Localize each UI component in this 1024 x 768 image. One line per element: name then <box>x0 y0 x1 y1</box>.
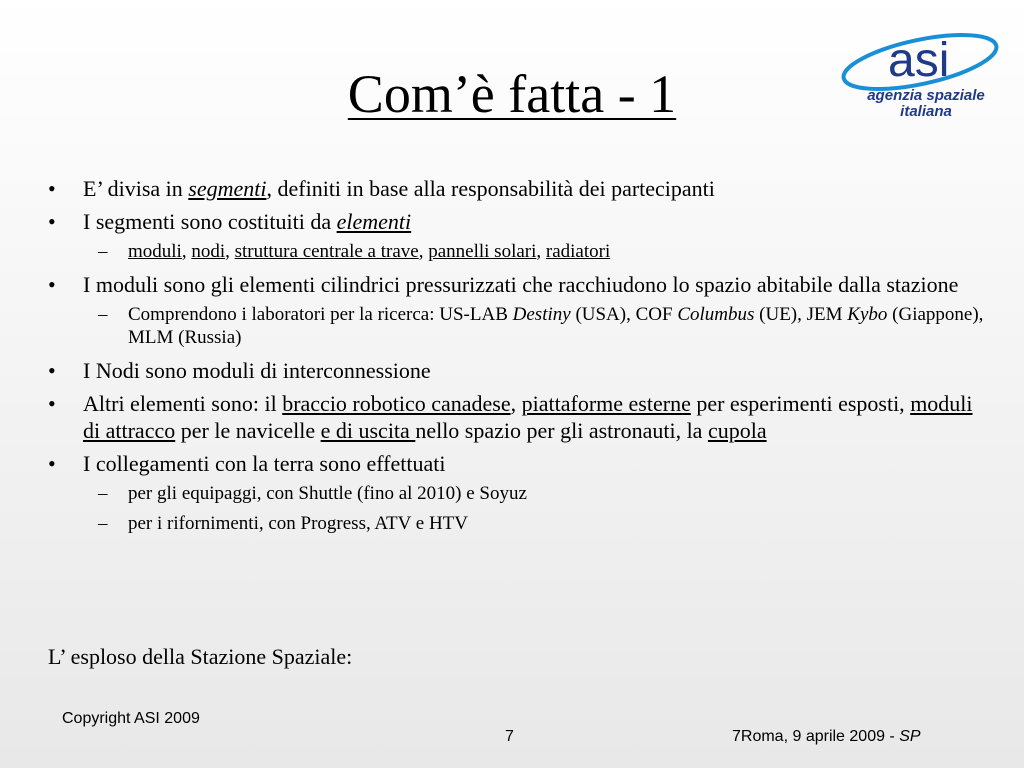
asi-logo <box>838 14 1018 126</box>
logo-line1: agenzia spaziale <box>867 87 985 104</box>
bullet-elementi: • I segmenti sono costituiti da elementi <box>48 208 988 235</box>
logo-line2: italiana <box>900 103 952 120</box>
link-segmenti[interactable]: segmenti <box>188 176 267 201</box>
link-braccio-robotico[interactable]: braccio robotico canadese <box>282 391 511 416</box>
sub-bullet-elementi-list: – moduli, nodi, struttura centrale a trave, pannelli solari, radiatori <box>98 240 988 263</box>
sub-bullet-laboratori: – Comprendono i laboratori per la ricerca: US-LAB Destiny (USA), COF Columbus (UE), JEM Kybo (Giappone), MLM (Russia) <box>98 303 988 349</box>
bullet-moduli: • I moduli sono gli elementi cilindrici pressurizzati che racchiudono lo spazio abitabile dalla stazione <box>48 271 988 298</box>
link-uscita[interactable]: e di uscita <box>320 418 416 443</box>
footer-page-number: 7 <box>505 728 514 745</box>
sub-bullet-equipaggi: – per gli equipaggi, con Shuttle (fino al 2010) e Soyuz <box>98 482 988 505</box>
footer-date: 7Roma, 9 aprile 2009 - SP <box>732 728 921 745</box>
bullet-altri-elementi: • Altri elementi sono: il braccio robotico canadese, piattaforme esterne per esperimenti esposti, moduli di attracco per le navicelle e di uscita nello spazio per gli astronauti, la cupola <box>48 390 988 444</box>
link-moduli-attracco[interactable]: moduli di attracco <box>83 391 973 443</box>
link-radiatori[interactable]: radiatori <box>545 241 611 262</box>
link-cupola[interactable]: cupola <box>707 418 767 443</box>
bullet-segmenti: • E’ divisa in segmenti, definiti in base alla responsabilità dei partecipanti <box>48 175 988 202</box>
footer-author: SP <box>899 728 921 745</box>
footer-copyright: Copyright ASI 2009 <box>62 710 200 727</box>
logo-mark: asi <box>888 34 950 87</box>
link-struttura-centrale[interactable]: struttura centrale a trave <box>234 241 419 262</box>
closing-text: L’ esploso della Stazione Spaziale: <box>48 644 353 669</box>
link-pannelli-solari[interactable]: pannelli solari <box>428 241 537 262</box>
link-moduli[interactable]: moduli <box>128 241 182 262</box>
bullet-nodi: • I Nodi sono moduli di interconnessione <box>48 357 988 384</box>
slide-title: Com’è fatta - 1 <box>347 64 677 124</box>
bullet-collegamenti: • I collegamenti con la terra sono effettuati <box>48 450 988 477</box>
link-nodi[interactable]: nodi <box>191 241 226 262</box>
bullet-list <box>48 175 988 543</box>
link-elementi[interactable]: elementi <box>336 209 412 234</box>
link-piattaforme-esterne[interactable]: piattaforme esterne <box>521 391 691 416</box>
sub-bullet-rifornimenti: – per i rifornimenti, con Progress, ATV e HTV <box>98 512 988 535</box>
